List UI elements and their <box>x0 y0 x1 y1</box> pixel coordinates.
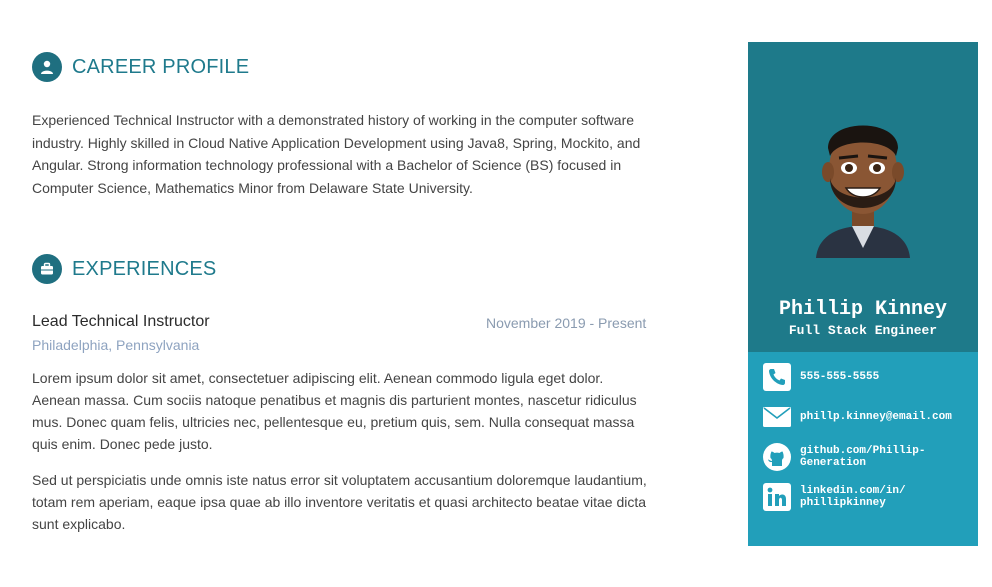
job-location: Philadelphia, Pennsylvania <box>32 337 200 353</box>
linkedin-url <box>800 485 906 509</box>
linkedin-url-line1: linkedin.com/in/ <box>800 485 906 497</box>
career-profile-title: CAREER PROFILE <box>72 55 250 78</box>
sidebar <box>748 42 978 546</box>
phone-number: 555-555-5555 <box>800 371 880 383</box>
experiences-title: EXPERIENCES <box>72 257 217 280</box>
job-description-paragraph: Sed ut perspiciatis unde omnis iste natus error sit voluptatem accusantium doloremque laudantium, totam rem aperiam, eaque ipsa quae ab illo inventore veritatis et quasi architecto beatae vitae dicta sunt explicabo. <box>32 472 647 532</box>
briefcase-icon <box>32 254 62 284</box>
linkedin-url-line2: phillipkinney <box>800 497 886 509</box>
job-dates: November 2019 - Present <box>486 315 647 331</box>
github-icon <box>762 442 792 472</box>
github-url-line1: github.com/Phillip- <box>800 445 926 457</box>
contact-email[interactable] <box>762 402 952 432</box>
email-address: phillp.kinney@email.com <box>800 411 952 423</box>
avatar <box>808 108 918 258</box>
contact-linkedin[interactable] <box>762 482 906 512</box>
profile-tagline: Full Stack Engineer <box>788 323 938 338</box>
sidebar-header <box>748 42 978 352</box>
profile-name: Phillip Kinney <box>778 298 948 321</box>
linkedin-icon <box>762 482 792 512</box>
career-profile-summary: Experienced Technical Instructor with a demonstrated history of working in the computer software industry. Highly skilled in Cloud Native Application Development using Java8, Spring, Mockito, and Angular. Strong information technology professional with a Bachelor of Science (BS) focused in Computer Science, Mathematics Minor from Delaware State University. <box>32 112 641 196</box>
job-title: Lead Technical Instructor <box>32 313 210 330</box>
career-profile-heading <box>32 52 249 82</box>
github-url <box>800 445 925 469</box>
github-url-line2: Generation <box>800 457 867 469</box>
contact-phone[interactable] <box>762 362 879 392</box>
contact-github[interactable] <box>762 442 925 472</box>
experiences-heading <box>32 254 216 284</box>
envelope-icon <box>762 402 792 432</box>
phone-icon <box>762 362 792 392</box>
user-icon <box>32 52 62 82</box>
job-description-paragraph: Lorem ipsum dolor sit amet, consectetuer adipiscing elit. Aenean commodo ligula eget dolor. Aenean massa. Cum sociis natoque penatibus et magnis dis parturient montes, nascetur ridiculus mus. Donec quam felis, ultricies nec, pellentesque eu, pretium quis, sem. Nulla consequat massa quis enim. Donec pede justo. <box>32 370 637 452</box>
